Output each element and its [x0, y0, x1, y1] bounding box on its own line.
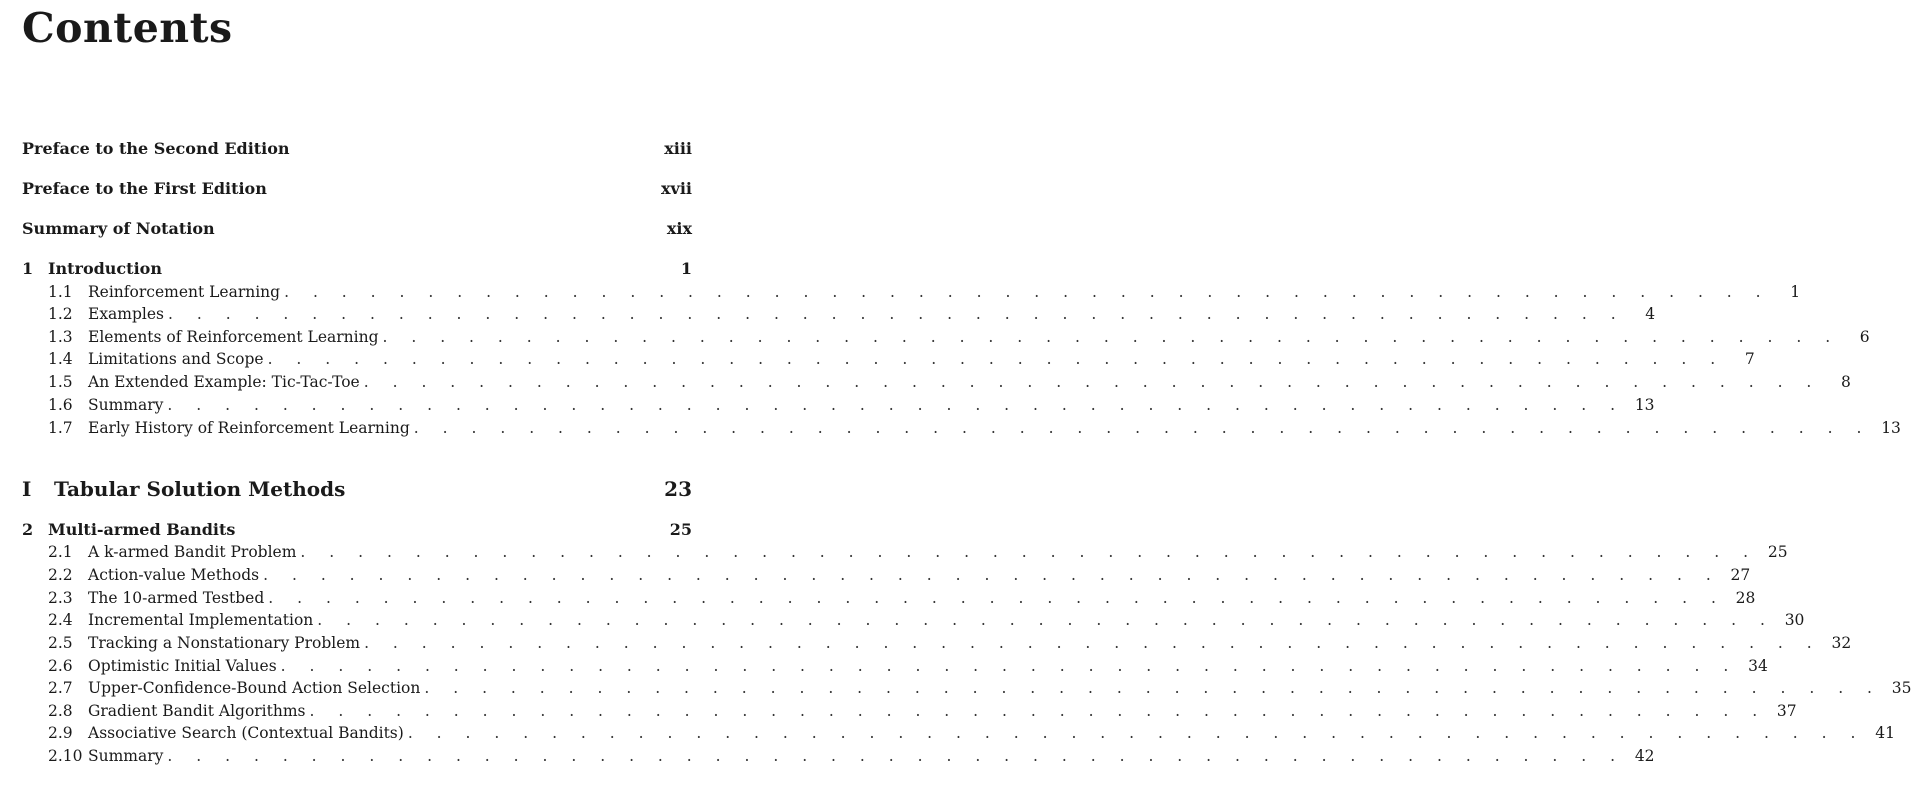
chapter-number: 1 [22, 259, 34, 278]
dot-leader: . . . . . . . . . . . . . . . . . . . . . . . . . . . . . . . . . . . . . . . . . . . . . . . . . . . [280, 657, 1738, 675]
toc-section[interactable] [48, 611, 1805, 633]
dot-leader: . . . . . . . . . . . . . . . . . . . . . . . . . . . . . . . . . . . . . . . . . . . . . . . . . . . [167, 396, 1625, 414]
toc-section[interactable] [48, 305, 1656, 327]
part-number: I [22, 477, 32, 501]
section-page: 37 [1776, 702, 1797, 720]
section-number: 2.1 [48, 543, 73, 561]
section-page: 1 [1790, 283, 1801, 301]
section-page: 28 [1735, 589, 1756, 607]
entry-page: xvii [661, 179, 692, 198]
section-page: 32 [1831, 634, 1852, 652]
section-title: Early History of Reinforcement Learning [88, 419, 410, 437]
section-title: A k-armed Bandit Problem [88, 543, 297, 561]
toc-section[interactable] [48, 419, 1901, 441]
toc-entry-preface-first[interactable] [22, 179, 692, 198]
toc-section[interactable] [48, 283, 1801, 305]
entry-title: Preface to the Second Edition [22, 139, 290, 158]
dot-leader: . . . . . . . . . . . . . . . . . . . . . . . . . . . . . . . . . . . . . . . . . . . . . . . . . . . [167, 747, 1625, 765]
toc-section[interactable] [48, 747, 1655, 769]
dot-leader: . . . . . . . . . . . . . . . . . . . . . . . . . . . . . . . . . . . . . . . . . . . . . . . . . . . [309, 702, 1767, 720]
section-number: 2.6 [48, 657, 73, 675]
section-title: Incremental Implementation [88, 611, 314, 629]
entry-title: Summary of Notation [22, 219, 215, 238]
toc-section[interactable] [48, 657, 1768, 679]
toc-section[interactable] [48, 373, 1851, 395]
chapter-number: 2 [22, 520, 34, 539]
section-page: 13 [1881, 419, 1901, 437]
entry-page: xiii [664, 139, 692, 158]
section-page: 25 [1767, 543, 1788, 561]
section-title: Optimistic Initial Values [88, 657, 277, 675]
section-page: 27 [1730, 566, 1751, 584]
dot-leader: . . . . . . . . . . . . . . . . . . . . . . . . . . . . . . . . . . . . . . . . . . . . . . . . . . . [382, 328, 1840, 346]
dot-leader: . . . . . . . . . . . . . . . . . . . . . . . . . . . . . . . . . . . . . . . . . . . . . . . . . . . [317, 611, 1775, 629]
toc-section[interactable] [48, 724, 1895, 746]
entry-title: Preface to the First Edition [22, 179, 267, 198]
dot-leader: . . . . . . . . . . . . . . . . . . . . . . . . . . . . . . . . . . . . . . . . . . . . . . . . . . . [407, 724, 1865, 742]
toc-section[interactable] [48, 634, 1852, 656]
section-title: Associative Search (Contextual Bandits) [88, 724, 404, 742]
toc-section[interactable] [48, 396, 1655, 418]
section-number: 1.3 [48, 328, 73, 346]
entry-page: xix [666, 219, 692, 238]
section-title: Upper-Confidence-Bound Action Selection [88, 679, 421, 697]
section-page: 42 [1634, 747, 1655, 765]
dot-leader: . . . . . . . . . . . . . . . . . . . . . . . . . . . . . . . . . . . . . . . . . . . . . . . . . . . [300, 543, 1758, 561]
section-number: 2.7 [48, 679, 73, 697]
section-page: 7 [1744, 350, 1755, 368]
section-number: 2.5 [48, 634, 73, 652]
section-title: Reinforcement Learning [88, 283, 281, 301]
chapter-title: Multi-armed Bandits [48, 520, 236, 539]
section-title: Limitations and Scope [88, 350, 264, 368]
section-number: 2.2 [48, 566, 73, 584]
toc-section[interactable] [48, 328, 1870, 350]
toc-section[interactable] [48, 702, 1797, 724]
section-number: 1.7 [48, 419, 73, 437]
dot-leader: . . . . . . . . . . . . . . . . . . . . . . . . . . . . . . . . . . . . . . . . . . . . . . . . . . . [424, 679, 1882, 697]
section-page: 8 [1841, 373, 1851, 391]
section-page: 6 [1859, 328, 1870, 346]
dot-leader: . . . . . . . . . . . . . . . . . . . . . . . . . . . . . . . . . . . . . . . . . . . . . . . . . . . [263, 566, 1721, 584]
section-page: 30 [1784, 611, 1805, 629]
section-title: The 10-armed Testbed [88, 589, 265, 607]
part-page: 23 [664, 477, 692, 501]
section-number: 2.3 [48, 589, 73, 607]
section-page: 35 [1891, 679, 1912, 697]
toc-part-1[interactable] [22, 477, 692, 501]
toc-section[interactable] [48, 350, 1755, 372]
chapter-title: Introduction [48, 259, 162, 278]
section-title: Elements of Reinforcement Learning [88, 328, 379, 346]
dot-leader: . . . . . . . . . . . . . . . . . . . . . . . . . . . . . . . . . . . . . . . . . . . . . . . . . . . [364, 634, 1822, 652]
section-number: 1.6 [48, 396, 73, 414]
section-page: 4 [1645, 305, 1656, 323]
dot-leader: . . . . . . . . . . . . . . . . . . . . . . . . . . . . . . . . . . . . . . . . . . . . . . . . . . . [413, 419, 1871, 437]
toc-chapter-1[interactable] [22, 259, 692, 278]
section-number: 2.9 [48, 724, 73, 742]
toc-chapter-2[interactable] [22, 520, 692, 539]
section-number: 1.2 [48, 305, 73, 323]
section-page: 34 [1748, 657, 1768, 675]
section-title: Examples [88, 305, 165, 323]
toc-entry-preface-second[interactable] [22, 139, 692, 158]
section-number: 2.8 [48, 702, 73, 720]
section-number: 1.4 [48, 350, 73, 368]
part-title: Tabular Solution Methods [54, 477, 346, 501]
dot-leader: . . . . . . . . . . . . . . . . . . . . . . . . . . . . . . . . . . . . . . . . . . . . . . . . . . . [267, 350, 1725, 368]
dot-leader: . . . . . . . . . . . . . . . . . . . . . . . . . . . . . . . . . . . . . . . . . . . . . . . . . . . . [284, 283, 1771, 301]
section-number: 2.4 [48, 611, 73, 629]
section-number: 2.10 [48, 747, 83, 765]
section-title: An Extended Example: Tic-Tac-Toe [88, 373, 360, 391]
dot-leader: . . . . . . . . . . . . . . . . . . . . . . . . . . . . . . . . . . . . . . . . . . . . . . . . . . . [168, 305, 1626, 323]
page-title: Contents [22, 4, 233, 52]
section-title: Gradient Bandit Algorithms [88, 702, 306, 720]
section-page: 13 [1634, 396, 1655, 414]
section-number: 1.1 [48, 283, 73, 301]
toc-section[interactable] [48, 566, 1751, 588]
toc-section[interactable] [48, 543, 1788, 565]
dot-leader: . . . . . . . . . . . . . . . . . . . . . . . . . . . . . . . . . . . . . . . . . . . . . . . . . . . [268, 589, 1726, 607]
section-title: Summary [88, 396, 164, 414]
toc-entry-notation[interactable] [22, 219, 692, 238]
section-title: Tracking a Nonstationary Problem [88, 634, 361, 652]
section-page: 41 [1875, 724, 1895, 742]
toc-section[interactable] [48, 679, 1912, 701]
chapter-page: 1 [680, 259, 692, 278]
section-title: Summary [88, 747, 164, 765]
section-title: Action-value Methods [88, 566, 260, 584]
toc-section[interactable] [48, 589, 1756, 611]
section-number: 1.5 [48, 373, 73, 391]
dot-leader: . . . . . . . . . . . . . . . . . . . . . . . . . . . . . . . . . . . . . . . . . . . . . . . . . . . [363, 373, 1821, 391]
chapter-page: 25 [669, 520, 692, 539]
